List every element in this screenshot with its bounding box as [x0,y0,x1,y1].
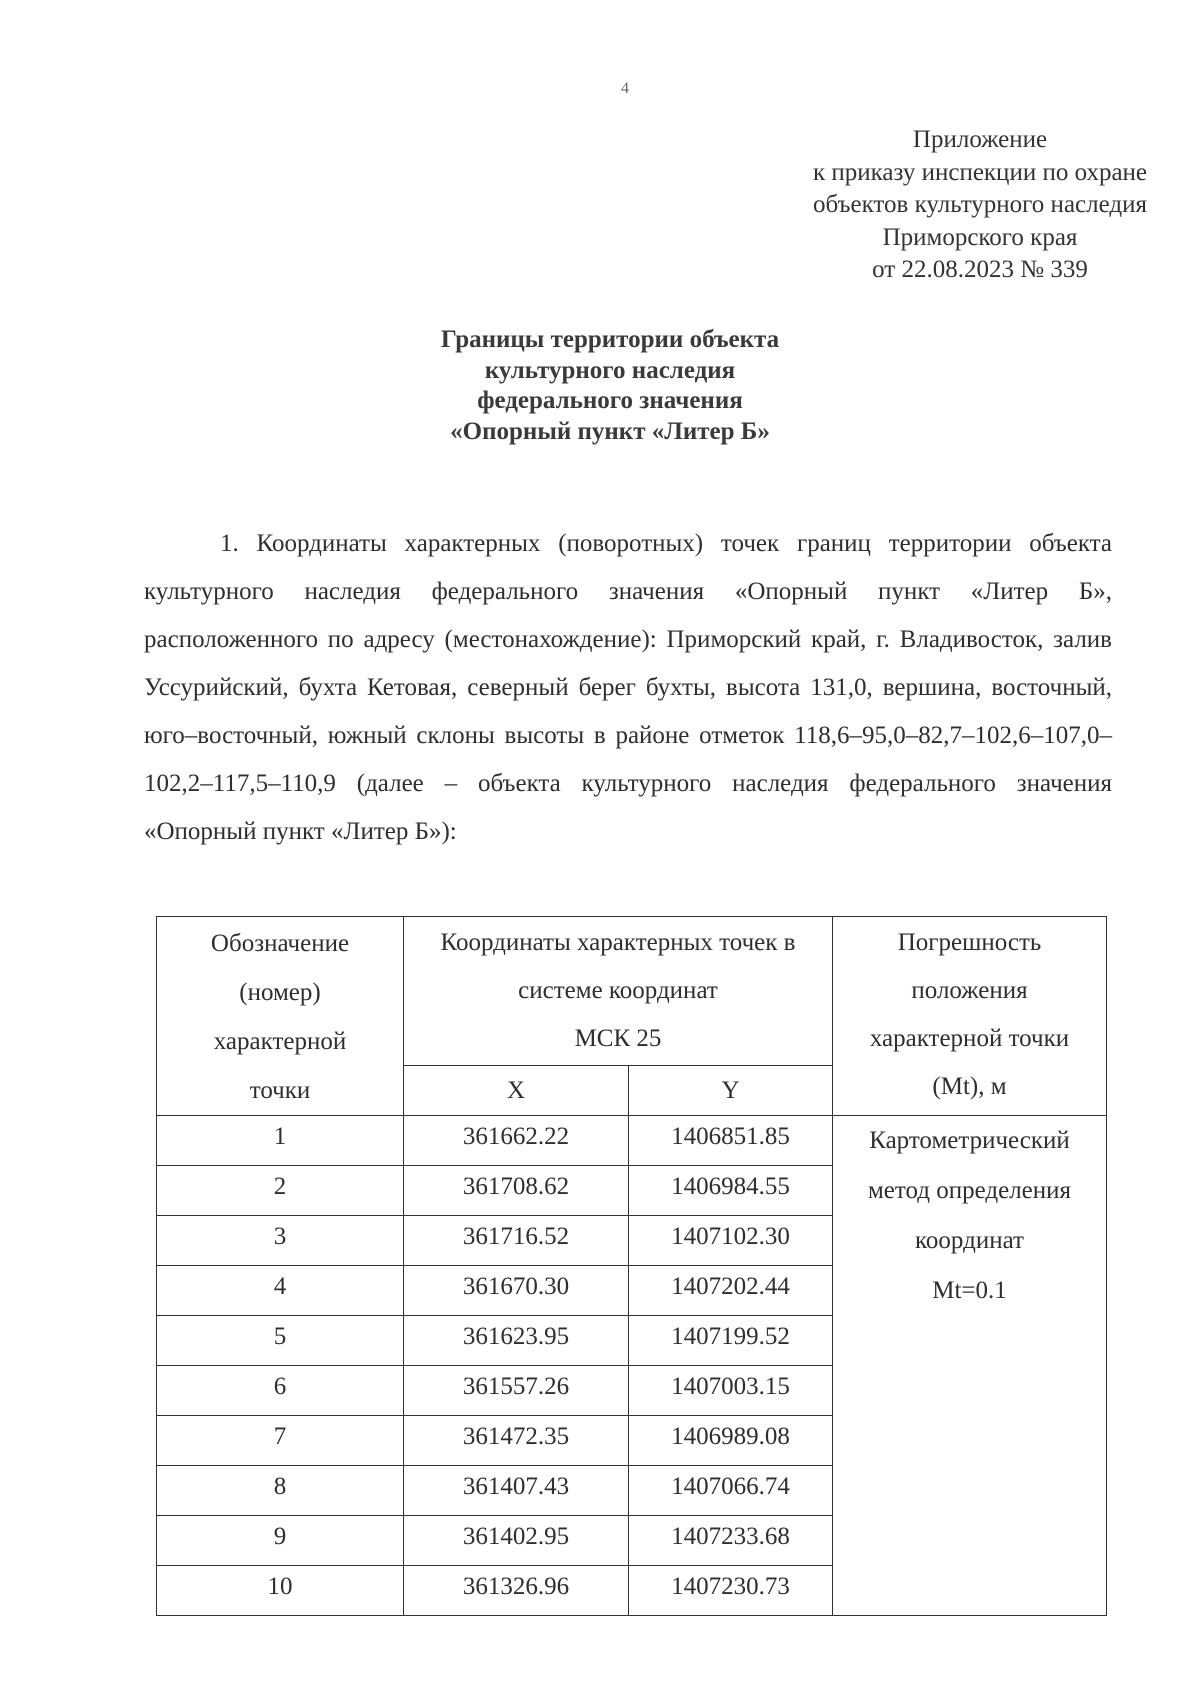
header-text: точки [249,1077,311,1104]
cell-x: 361407.43 [404,1466,629,1516]
cell-number: 7 [157,1416,404,1466]
appendix-block [730,124,1200,287]
header-error [833,917,1107,1116]
cell-x: 361708.62 [404,1166,629,1216]
body-paragraph [144,520,1112,856]
cell-x: 361623.95 [404,1316,629,1366]
cell-x: 361472.35 [404,1416,629,1466]
header-text: системе координат [518,977,718,1004]
cell-number: 1 [157,1116,404,1166]
title-line: культурного наследия [484,356,736,384]
header-designation [157,917,404,1116]
method-text: координат [915,1227,1024,1254]
title-line: «Опорный пункт «Литер Б» [450,417,770,445]
table-row [157,1116,1107,1166]
cell-y: 1407199.52 [629,1316,833,1366]
title-line: федерального значения [477,387,743,414]
cell-number: 3 [157,1216,404,1266]
cell-number: 8 [157,1466,404,1516]
cell-number: 9 [157,1516,404,1566]
header-text: (номер) [239,979,321,1006]
header-text: Погрешность [897,929,1042,956]
paragraph-text: 1. Координаты характерных (поворотных) точек границ территории объекта культурного наследия федерального значения «Опорный пункт «Литер Б», расположенного по адресу (местонахождение): Приморский край, г. Владивосток, залив Уссурийский, бухта Кетовая, северный берег бухты, высота 131,0, вершина, восточный, юго–восточный, южный склоны высоты в районе отметок 118,6–95,0–82,7–102,6–107,0–102,2–117,5–110,9 (далее – объекта культурного наследия федерального значения «Опорный пункт «Литер Б»): [144,530,1112,845]
coordinates-table [156,916,1107,1616]
header-text: МСК 25 [574,1025,662,1052]
cell-x: 361557.26 [404,1366,629,1416]
cell-number: 5 [157,1316,404,1366]
cell-x: 361662.22 [404,1116,629,1166]
header-coordinates [404,917,833,1066]
page-number: 4 [621,80,629,97]
appendix-line: Приложение [912,126,1048,153]
header-text: Координаты характерных точек в [440,929,796,956]
cell-y: 1406851.85 [629,1116,833,1166]
cell-y: 1406989.08 [629,1416,833,1466]
cell-number: 2 [157,1166,404,1216]
appendix-line: к приказу инспекции по охране [812,158,1148,186]
cell-y: 1407230.73 [629,1566,833,1616]
cell-y: 1407202.44 [629,1266,833,1316]
cell-y: 1407233.68 [629,1516,833,1566]
cell-x: 361402.95 [404,1516,629,1566]
header-text: Обозначение [210,930,350,957]
cell-method [833,1116,1107,1616]
cell-y: 1407102.30 [629,1216,833,1266]
header-text: (Mt), м [932,1073,1007,1100]
cell-y: 1406984.55 [629,1166,833,1216]
cell-number: 10 [157,1566,404,1616]
document-title [330,325,890,447]
cell-x: 361326.96 [404,1566,629,1616]
title-line: Границы территории объекта [440,326,780,353]
cell-number: 6 [157,1366,404,1416]
header-y: Y [629,1066,833,1116]
cell-y: 1407066.74 [629,1466,833,1516]
appendix-line: объектов культурного наследия [813,191,1147,218]
cell-y: 1407003.15 [629,1366,833,1416]
appendix-line: от 22.08.2023 № 339 [872,256,1088,283]
header-text: характерной точки [869,1025,1070,1052]
method-text: метод определения [867,1177,1072,1204]
method-text: Картометрический [869,1127,1070,1154]
cell-number: 4 [157,1266,404,1316]
cell-x: 361716.52 [404,1216,629,1266]
header-text: положения [911,977,1028,1004]
appendix-line: Приморского края [882,223,1078,251]
method-text: Mt=0.1 [932,1277,1007,1304]
header-text: характерной [213,1028,347,1055]
header-x: X [404,1066,629,1116]
cell-x: 361670.30 [404,1266,629,1316]
